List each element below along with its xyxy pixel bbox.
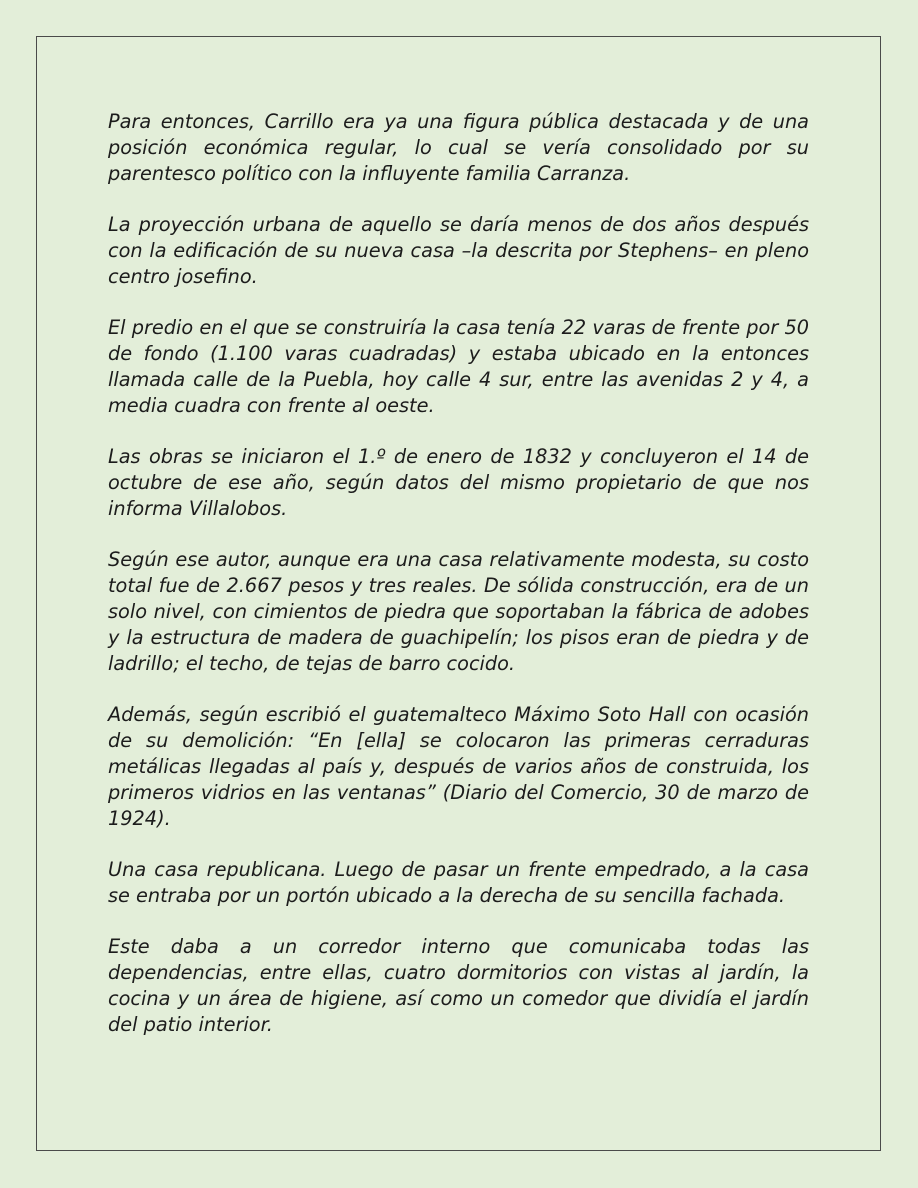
paragraph-6: Además, según escribió el guatemalteco Máximo Soto Hall con ocasión de su demolición: “En [ella] se colocaron las primeras cerraduras metálicas llegadas al país y, después de varios años de construida, los primeros vidrios en las ventanas” (Diario del Comercio, 30 de marzo de 1924).	[108, 703, 809, 830]
paragraph-2: La proyección urbana de aquello se daría menos de dos años después con la edificación de su nueva casa –la descrita por Stephens– en pleno centro josefino.	[108, 213, 809, 288]
paragraph-5: Según ese autor, aunque era una casa relativamente modesta, su costo total fue de 2.667 pesos y tres reales. De sólida construcción, era de un solo nivel, con cimientos de piedra que soportaban la fábrica de adobes y la estructura de madera de guachipelín; los pisos eran de piedra y de ladrillo; el techo, de tejas de barro cocido.	[108, 548, 809, 675]
paragraph-7: Una casa republicana. Luego de pasar un frente empedrado, a la casa se entraba por un portón ubicado a la derecha de su sencilla fachada.	[108, 858, 809, 907]
paragraph-4: Las obras se iniciaron el 1.º de enero de 1832 y concluyeron el 14 de octubre de ese año, según datos del mismo propietario de que nos informa Villalobos.	[108, 445, 809, 520]
paragraph-8: Este daba a un corredor interno que comunicaba todas las dependencias, entre ellas, cuatro dormitorios con vistas al jardín, la cocina y un área de higiene, así como un comedor que dividía el jardín del patio interior.	[108, 935, 809, 1036]
paragraph-1: Para entonces, Carrillo era ya una figura pública destacada y de una posición económica regular, lo cual se vería consolidado por su parentesco político con la influyente familia Carranza.	[108, 110, 809, 185]
paragraph-3: El predio en el que se construiría la casa tenía 22 varas de frente por 50 de fondo (1.100 varas cuadradas) y estaba ubicado en la entonces llamada calle de la Puebla, hoy calle 4 sur, entre las avenidas 2 y 4, a media cuadra con frente al oeste.	[108, 316, 809, 417]
document-body	[108, 109, 809, 1063]
